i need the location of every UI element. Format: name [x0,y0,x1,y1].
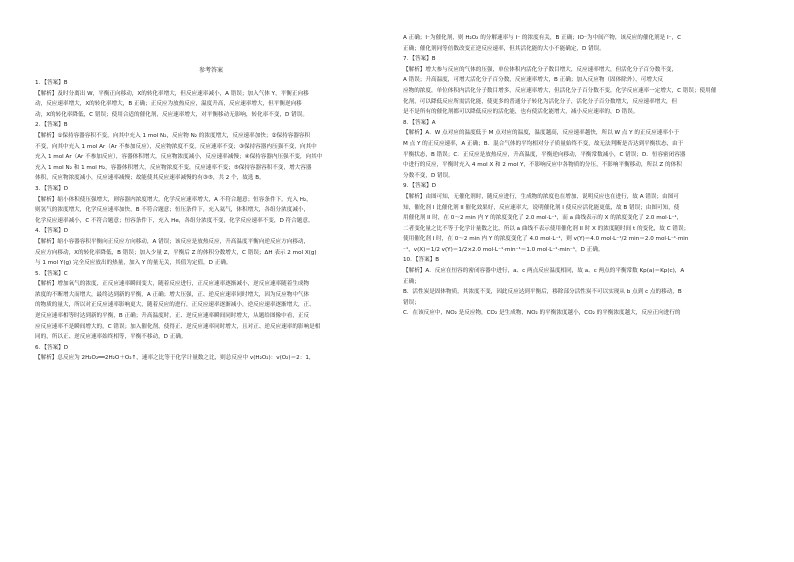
text-line: 正确；催化剂同等倍数改变正逆反应速率，但其活化能的大小不能确定，D 错误。 [403,45,605,52]
text-line: 【解析】总反应为 2H₂O₂══2H₂O＋O₂↑，速率之比等于化学计量数之比，则总反应中 v(H₂O₂)：v(O₂)＝2：1， [35,355,315,362]
text-line: 错误； [403,299,420,306]
text-line: 体积，反应物浓度减小，反应速率减慢；故能使其反应速率减慢的有③⑤，共 2 个，故选 B。 [35,175,265,182]
text-line: 不变，向其中充入 1 mol Ar（Ar 不参加反应），反应物浓度不变，反应速率不变；③保持容器内压强不变，向其中 [35,143,317,150]
text-line: 化剂，可以降低反应所需活化能，使更多的普通分子转化为活化分子，活化分子百分数增大，反应速率增大，但 [403,98,678,105]
text-line: 1．【答案】B [35,80,68,86]
text-line: 充入 1 mol N₂ 和 1 mol H₂，容器体积增大，反应物浓度不变，反应速率不变；⑤保持容器容积不变，增大容器 [35,164,312,171]
text-line: A 正确；I⁻为催化剂，则 H₂O₂ 的分解速率与 I⁻ 的浓度有关，B 正确；IO⁻为中间产物，该反应的催化剂是 I⁻，C [403,35,682,41]
text-line: 浓度的不断增大而增大，最终达到新的平衡，A 正确；增大压强，正、逆反应速率同时增大，因为反应物中气体 [35,291,310,298]
text-line: 的物质的量大，所以对正反应速率影响更大，随着反应的进行，正反应速率逐渐减小，逆反应速率逐渐增大，正、 [35,302,315,309]
right-column [403,0,758,319]
text-line: 【解析】缩小容器容积平衡向正反应方向移动，A 错误；该反应是放热反应，升高温度平衡向逆反应方向移动， [35,238,310,245]
text-line: 用催化剂 II 时，在 0～2 min 内 Y 的浓度变化了 2.0 mol·L⁻¹，而 a 曲线表示的 X 的浓度变化了 2.0 mol·L⁻¹， [403,215,683,222]
text-line: M 点 Y 的正反应速率，A 正确；B．混合气体的平均相对分子质量始终不变，故无法判断是否达到平衡状态，由于 [403,140,684,147]
text-line: B．活性炭是固体物质，其浓度不变，因此反应达到平衡后，移除部分活性炭不可以实现从 b 点到 c 点的移动，B [403,289,682,296]
text-line: 知，催化剂 I 比催化剂 II 催化效果好，反应速率大，说明催化剂 I 使反应活化能更低，故 B 错误；由图可知，使 [403,204,680,211]
text-line: 使用催化剂 I 时，在 0～2 min 内 Y 的浓度变化了 4.0 mol·L⁻¹，则 v(Y)＝4.0 mol·L⁻¹/2 min＝2.0 mol·L⁻¹·min [403,236,689,243]
text-line: 【解析】A．反应在恒容的密闭容器中进行，a、c 两点反应温度相同，故 a、c 两点的平衡常数 Kp(a)＝Kp(c)，A [403,268,685,275]
text-line: 平衡状态，B 错误；C．正反应是放热反应，升高温度，平衡逆向移动，平衡常数减小，C 错误；D．恒容密闭容器 [403,151,686,158]
text-line: 【解析】增加氧气的浓度，正反应速率瞬间变大，随着反应进行，正反应速率逐渐减小，逆反应速率随着生成物 [35,281,310,288]
text-line: 中进行的反应，平衡时充入 4 mol X 和 2 mol Y，不影响反应中各物质的分压，不影响平衡移动，所以 Z 的体积 [403,162,682,169]
text-line: 4．【答案】D [35,228,69,235]
text-line: 7．【答案】B [403,56,436,63]
text-line: 9．【答案】D [403,183,437,190]
text-line: 化学反应速率减小，C 不符合题意；恒容条件下，充入 He，各组分浓度不变，化学反应速率不变，D 符合题意。 [35,217,314,224]
text-line: A 错误；升高温度，可增大活化分子百分数，反应速率增大，B 正确；加入反应物（固体除外），可增大反 [403,77,664,84]
text-line: 则氢气的浓度增大，化学反应速率加快，B 不符合题意；恒压条件下，充入氦气，体积增大，各组分浓度减小， [35,207,310,214]
text-line: 二者变化量之比不等于化学计量数之比，所以 a 曲线不表示使用催化剂 II 时 X 的浓度随时间 t 的变化，故 C 错误； [403,225,690,232]
text-line: 6．【答案】D [35,344,69,351]
text-line: 应物的浓度，单位体积内活化分子数目增多，反应速率增大，但活化分子百分数不变，化学反应速率一定增大，C 错误；使用催 [403,87,717,94]
text-line: 动，反应速率增大，X的转化率增大，B 正确；正反应为放热反应，温度升高，反应速率增大，但平衡逆向移 [35,101,302,108]
text-line: 10．【答案】B [403,257,440,264]
text-line: 【解析】①保持容器容积不变，向其中充入 1 mol N₂，反应物 N₂ 的浓度增大，反应速率加快；②保持容器容积 [35,132,311,139]
text-line: 正确； [403,278,420,285]
text-line: ⁻¹，v(X)＝1/2 v(Y)＝1/2×2.0 mol·L⁻¹·min⁻¹＝1.0 mol·L⁻¹·min⁻¹，D 正确。 [403,246,604,253]
text-line: 充入 1 mol Ar（Ar 不参加反应），容器体积增大，反应物浓度减小，反应速率减慢；④保持容器内压强不变，向其中 [35,154,323,161]
text-line: 2．【答案】B [35,122,68,129]
text-line: 3．【答案】D [35,185,69,192]
text-line: 【解析】增大参与反应的气体的压强，单位体积内活化分子数目增大，反应速率增大，但活化分子百分数不变， [403,66,678,73]
text-line: 反应方向移动，X的转化率降低，B 错误；加入少量 Z，平衡后 Z 的体积分数增大，C 错误；ΔH 表示 2 mol X(g) [35,249,317,256]
text-line: 是不是所有的催化剂都可以降低反应的活化能，也有使活化能增大，减小反应速率的，D 错误。 [403,109,639,116]
text-line: 逆反应速率相等时达到新的平衡，B 正确；升高温度时，正、逆反应速率瞬间同时增大，从题给图像中看，正反 [35,313,310,320]
text-line: 与 1 mol Y(g) 完全反应放出的热量，加入 Y 的量无关，其值为定值，D 正确。 [35,260,232,267]
text-line: 【解析】A．W 点对应的温度低于 M 点对应的温度，温度越高，反应速率越快，所以 W 点 Y 的正反应速率小于 [403,130,680,137]
text-line: 【解析】由图可知，无催化剂时，随反应进行，生成物的浓度也在增加，说明反应也在进行，故 A 错误；由图可 [403,193,679,200]
left-column [35,0,387,364]
text-line: 同的，所以正、逆反应速率始终相等，平衡不移动，D 正确。 [35,334,187,341]
text-line: 动，X的转化率降低，C 错误；使用合适的催化剂，反应速率增大，对平衡移动无影响，转化率不变，D 错误。 [35,111,308,118]
page-title: 参考答案 [198,67,223,74]
text-line: 分数不变，D 错误。 [403,172,454,179]
text-line: 【解析】缩小体积使压强增大，则容器内浓度增大，化学反应速率增大，A 不符合题意；恒容条件下，充入 H₂， [35,196,312,203]
text-line: C．在该反应中，NO₂ 是反应物，CO₂ 是生成物，NO₂ 的平衡浓度越小，CO₂ 的平衡浓度越大，反应正向进行的 [403,310,681,317]
text-line: 8．【答案】A [403,119,436,126]
text-line: 5．【答案】C [35,270,68,277]
text-line: 【解析】及时分离出 W，平衡正向移动，X的转化率增大，但反应速率减小，A 错误；加入气体 Y，平衡正向移 [35,90,309,97]
text-line: 应反应速率不是瞬间增大的，C 错误；加入催化剂，使得正、逆反应速率同时增大，且对正、逆反应速率的影响是相 [35,323,321,330]
